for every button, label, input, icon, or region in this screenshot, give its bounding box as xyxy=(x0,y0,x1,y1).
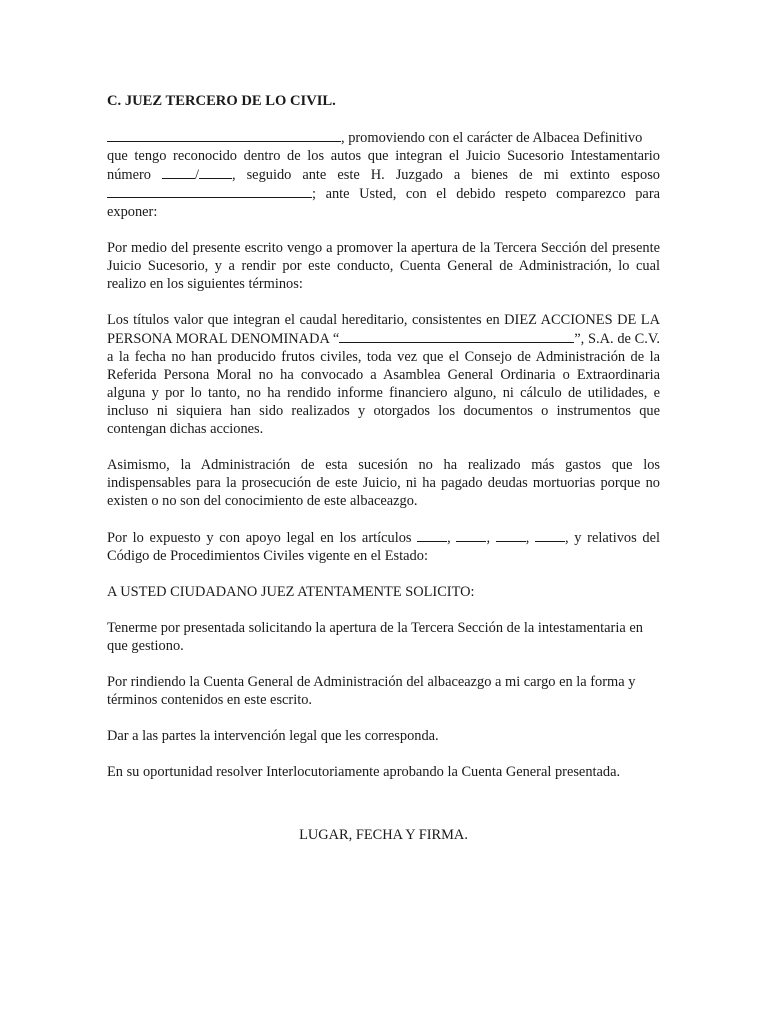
paragraph-promovente xyxy=(107,128,660,221)
paragraph-fundamento xyxy=(107,528,660,565)
p1-l3-post: , seguido ante este H. Juzgado a bienes de mi extinto esposo xyxy=(231,167,660,183)
p5-post: , y relativos del Código de Procedimientos Civiles vigente en el Estado: xyxy=(107,530,660,564)
document-heading: C. JUEZ TERCERO DE LO CIVIL. xyxy=(107,93,336,109)
p1-l3-sep: / xyxy=(194,167,199,183)
p3-post: ”, S.A. de C.V. a la fecha no han producido frutos civiles, toda vez que el Consejo de Administración de la Referida Persona Moral no ha convocado a Asamblea General Ordinaria o Extraordinaria alguna y por lo tanto, no ha rendido informe financiero alguno, ni cálculo de utilidades, e incluso ni siquiera han sido realizados y otorgados los documentos o instrumentos que contengan dichas acciones. xyxy=(107,331,660,437)
paragraph-promovente-line-4 xyxy=(107,184,660,203)
expediente-blank-1 xyxy=(162,165,195,179)
article-blank-3 xyxy=(496,528,526,542)
paragraph-promovente-line-1 xyxy=(107,128,660,147)
p5-pre: Por lo expuesto y con apoyo legal en los artículos xyxy=(107,530,418,546)
paragraph-promovente-line-5: exponer: xyxy=(107,204,158,220)
paragraph-gastos: Asimismo, la Administración de esta sucesión no ha realizado más gastos que los indispensables para la prosecución de este Juicio, ni ha pagado deudas mortuorias porque no existen o no son del conocimiento de este albaceazgo. xyxy=(107,457,660,509)
paragraph-titulos xyxy=(107,311,660,438)
spouse-name-blank xyxy=(107,184,312,198)
paragraph-apertura: Por medio del presente escrito vengo a promover la apertura de la Tercera Sección del presente Juicio Sucesorio, y a rendir por este conducto, Cuenta General de Administración, lo cual realizo en los siguientes términos: xyxy=(107,240,660,292)
petition-4: En su oportunidad resolver Interlocutoriamente aprobando la Cuenta General presentada. xyxy=(107,764,621,780)
paragraph-promovente-line-3 xyxy=(107,165,660,184)
petition-1: Tenerme por presentada solicitando la apertura de la Tercera Sección de la intestamentaria en que gestiono. xyxy=(107,620,643,654)
petition-3: Dar a las partes la intervención legal que les corresponda. xyxy=(107,728,439,744)
solicito-heading: A USTED CIUDADANO JUEZ ATENTAMENTE SOLICITO: xyxy=(107,584,475,600)
paragraph-promovente-line-2: que tengo reconocido dentro de los autos que integran el Juicio Sucesorio Intestamentario xyxy=(107,148,660,164)
article-blank-2 xyxy=(456,528,486,542)
p1-l3-pre: número xyxy=(107,167,162,183)
expediente-blank-2 xyxy=(199,165,232,179)
p5-sep-3: , xyxy=(525,530,536,546)
name-blank xyxy=(107,128,341,142)
company-name-blank xyxy=(339,329,574,343)
p1-l4-text: ; ante Usted, con el debido respeto comparezco para xyxy=(312,186,660,202)
document-body xyxy=(107,92,660,843)
article-blank-1 xyxy=(417,528,447,542)
signature-line: LUGAR, FECHA Y FIRMA. xyxy=(299,827,468,843)
p5-sep-2: , xyxy=(486,530,496,546)
petition-2: Por rindiendo la Cuenta General de Administración del albaceazgo a mi cargo en la forma y términos contenidos en este escrito. xyxy=(107,674,636,708)
p5-sep-1: , xyxy=(447,530,457,546)
article-blank-4 xyxy=(535,528,565,542)
p1-l1-text: , promoviendo con el carácter de Albacea Definitivo xyxy=(341,130,643,146)
p3-pre: Los títulos valor que integran el caudal hereditario, consistentes en DIEZ ACCIONES DE LA PERSONA MORAL DENOMINADA “ xyxy=(107,312,660,347)
